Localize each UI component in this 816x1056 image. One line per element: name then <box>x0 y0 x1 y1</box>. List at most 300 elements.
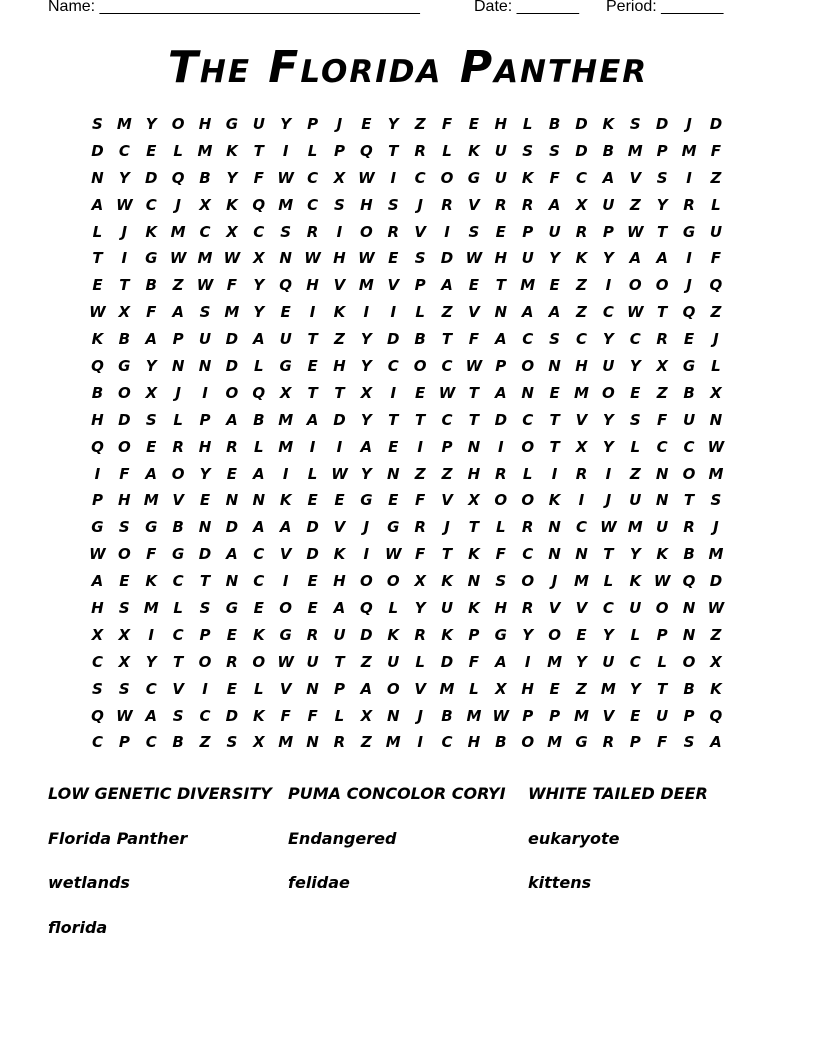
grid-letter: L <box>496 518 506 537</box>
grid-letter: R <box>495 195 507 214</box>
grid-letter: F <box>415 491 426 510</box>
grid-letter: W <box>331 464 348 483</box>
grid-row <box>84 732 734 759</box>
grid-letter: H <box>333 357 346 376</box>
word-bank-item: florida <box>48 917 108 937</box>
grid-letter: K <box>575 249 588 268</box>
grid-letter: S <box>199 303 211 322</box>
grid-letter: G <box>91 518 104 537</box>
grid-letter: P <box>522 706 534 725</box>
grid-letter: E <box>549 383 560 402</box>
grid-letter: M <box>574 383 589 402</box>
grid-letter: Q <box>252 383 266 402</box>
grid-letter: R <box>683 195 695 214</box>
grid-letter: Z <box>710 625 722 644</box>
grid-letter: S <box>226 733 238 752</box>
grid-letter: X <box>575 437 588 456</box>
word-bank-item: Florida Panther <box>48 828 188 848</box>
grid-letter: O <box>494 491 508 510</box>
grid-letter: U <box>333 625 346 644</box>
grid-letter: X <box>253 249 265 268</box>
grid-letter: O <box>548 625 561 644</box>
grid-letter: K <box>252 625 265 644</box>
grid-letter: U <box>198 330 212 349</box>
grid-letter: O <box>521 357 535 376</box>
grid-letter: V <box>629 168 642 187</box>
grid-letter: P <box>656 625 668 644</box>
grid-letter: M <box>116 115 132 133</box>
grid-letter: C <box>575 168 587 187</box>
grid-letter: C <box>253 545 265 564</box>
grid-letter: D <box>387 330 400 349</box>
grid-letter: A <box>360 679 373 698</box>
grid-letter: F <box>253 168 264 187</box>
grid-letter: P <box>629 733 641 752</box>
grid-letter: L <box>173 410 183 429</box>
grid-letter: N <box>682 625 696 644</box>
grid-letter: Q <box>171 168 185 187</box>
grid-letter: Q <box>359 599 373 618</box>
grid-letter: C <box>441 357 453 376</box>
grid-letter: M <box>600 679 616 698</box>
grid-letter: N <box>548 545 561 564</box>
grid-letter: I <box>578 491 585 510</box>
grid-letter: O <box>682 464 696 483</box>
grid-letter: B <box>683 383 695 402</box>
grid-letter: A <box>710 733 722 752</box>
grid-letter: D <box>118 410 131 429</box>
grid-letter: F <box>119 464 130 483</box>
grid-letter: I <box>202 679 208 698</box>
grid-letter: B <box>495 733 507 752</box>
grid-letter: Y <box>280 115 292 133</box>
grid-letter: G <box>279 357 292 376</box>
grid-letter: K <box>333 303 346 322</box>
grid-letter: T <box>468 518 480 537</box>
grid-letter: N <box>709 410 723 429</box>
grid-letter: B <box>683 545 695 564</box>
grid-letter: Z <box>629 195 641 214</box>
grid-letter: A <box>495 652 507 671</box>
grid-letter: L <box>711 357 721 376</box>
grid-letter: K <box>441 572 453 591</box>
grid-letter: E <box>226 464 238 483</box>
grid-letter: A <box>252 464 265 483</box>
grid-letter: N <box>306 733 319 752</box>
grid-letter: A <box>145 706 158 725</box>
grid-letter: A <box>172 303 184 322</box>
grid-letter: B <box>172 518 184 537</box>
grid-letter: E <box>468 115 480 133</box>
grid-letter: D <box>709 115 723 133</box>
grid-letter: X <box>468 491 480 510</box>
word-bank-item: PUMA CONCOLOR CORYI <box>288 784 506 803</box>
grid-letter: P <box>441 437 453 456</box>
grid-letter: F <box>710 141 722 160</box>
grid-letter: T <box>657 679 668 698</box>
grid-letter: U <box>252 115 265 133</box>
grid-letter: Z <box>172 276 184 295</box>
grid-letter: S <box>522 141 534 160</box>
grid-letter: V <box>548 599 561 618</box>
grid-letter: I <box>336 222 343 241</box>
grid-letter: W <box>653 572 671 591</box>
grid-letter: M <box>574 572 589 591</box>
grid-letter: Z <box>414 464 426 483</box>
grid-letter: L <box>388 599 399 618</box>
grid-letter: Z <box>441 464 453 483</box>
grid-row <box>84 679 734 706</box>
grid-letter: T <box>657 303 668 322</box>
grid-letter: M <box>170 222 186 241</box>
grid-letter: C <box>172 625 184 644</box>
grid-letter: R <box>414 141 426 160</box>
grid-letter: B <box>199 168 211 187</box>
grid-letter: I <box>390 303 397 322</box>
grid-letter: X <box>226 222 238 241</box>
grid-letter: C <box>118 141 130 160</box>
grid-letter: J <box>417 195 423 214</box>
grid-letter: X <box>414 572 426 591</box>
grid-letter: X <box>360 383 373 402</box>
grid-letter: G <box>145 249 158 268</box>
grid-letter: X <box>656 357 668 376</box>
grid-letter: C <box>91 652 103 671</box>
grid-letter: P <box>199 625 211 644</box>
grid-letter: C <box>683 437 695 456</box>
grid-letter: M <box>143 599 159 618</box>
grid-letter: W <box>465 249 483 268</box>
grid-letter: N <box>386 706 400 725</box>
grid-letter: N <box>655 464 669 483</box>
grid-letter: E <box>549 276 560 295</box>
grid-letter: U <box>306 652 319 671</box>
grid-letter: C <box>253 572 265 591</box>
grid-letter: L <box>415 303 425 322</box>
grid-letter: G <box>279 625 292 644</box>
grid-letter: F <box>495 545 506 564</box>
grid-letter: W <box>304 249 321 268</box>
grid-letter: Q <box>91 437 104 456</box>
grid-letter: T <box>334 383 345 402</box>
grid-letter: T <box>334 652 345 671</box>
word-bank-row <box>48 917 768 962</box>
grid-letter: O <box>252 652 266 671</box>
grid-letter: M <box>439 679 455 698</box>
grid-row <box>84 706 734 733</box>
grid-letter: L <box>307 464 318 483</box>
grid-letter: N <box>467 572 481 591</box>
grid-letter: I <box>282 141 289 160</box>
grid-letter: D <box>440 652 454 671</box>
grid-letter: A <box>306 410 319 429</box>
grid-row <box>84 598 734 625</box>
word-bank-item: Endangered <box>288 828 397 848</box>
grid-letter: O <box>171 464 185 483</box>
grid-letter: V <box>414 679 426 698</box>
grid-letter: J <box>713 518 719 537</box>
grid-letter: H <box>494 115 508 133</box>
grid-letter: E <box>307 599 318 618</box>
grid-letter: X <box>710 383 722 402</box>
grid-letter: E <box>495 222 506 241</box>
grid-letter: I <box>686 249 692 268</box>
grid-letter: Y <box>602 625 614 644</box>
grid-letter: W <box>116 195 133 214</box>
grid-letter: T <box>549 410 560 429</box>
grid-letter: X <box>279 383 292 402</box>
grid-letter: A <box>226 545 238 564</box>
grid-letter: M <box>466 706 482 725</box>
grid-letter: S <box>92 679 103 698</box>
grid-letter: O <box>601 383 615 402</box>
grid-letter: W <box>358 168 375 187</box>
grid-letter: M <box>278 437 294 456</box>
grid-letter: W <box>438 383 456 402</box>
grid-letter: I <box>202 383 208 402</box>
grid-letter: Q <box>359 141 373 160</box>
grid-letter: L <box>173 141 183 160</box>
grid-letter: S <box>468 222 480 241</box>
grid-letter: O <box>386 572 400 591</box>
grid-letter: V <box>172 679 184 698</box>
grid-letter: U <box>602 652 615 671</box>
grid-letter: E <box>119 572 130 591</box>
grid-letter: E <box>199 491 211 510</box>
grid-letter: H <box>91 410 104 429</box>
grid-letter: V <box>333 518 346 537</box>
word-bank-item: WHITE TAILED DEER <box>528 784 708 803</box>
grid-letter: Z <box>710 303 722 322</box>
grid-letter: I <box>417 733 423 752</box>
grid-letter: P <box>549 706 561 725</box>
grid-letter: X <box>145 383 158 402</box>
page-title: The Florida Panther <box>167 42 649 93</box>
grid-letter: K <box>602 115 615 133</box>
grid-letter: D <box>333 410 346 429</box>
grid-letter: F <box>657 733 668 752</box>
word-search-grid <box>84 114 734 759</box>
grid-letter: F <box>146 545 157 564</box>
grid-letter: C <box>91 733 103 752</box>
grid-letter: T <box>468 383 480 402</box>
grid-letter: U <box>494 168 507 187</box>
grid-letter: J <box>713 330 719 349</box>
grid-letter: R <box>306 222 319 241</box>
grid-letter: M <box>278 733 294 752</box>
grid-letter: T <box>307 383 318 402</box>
grid-letter: N <box>682 599 696 618</box>
grid-letter: T <box>603 545 614 564</box>
grid-letter: Z <box>360 733 372 752</box>
grid-letter: A <box>602 168 615 187</box>
grid-letter: O <box>521 437 535 456</box>
grid-letter: A <box>656 249 668 268</box>
grid-letter: S <box>334 195 345 214</box>
grid-letter: E <box>388 437 399 456</box>
grid-letter: U <box>709 222 723 241</box>
grid-row <box>84 571 734 598</box>
grid-letter: H <box>467 464 481 483</box>
grid-letter: E <box>683 330 695 349</box>
grid-letter: K <box>468 141 480 160</box>
grid-letter: I <box>282 464 289 483</box>
grid-letter: Y <box>629 545 641 564</box>
grid-letter: G <box>360 491 373 510</box>
grid-letter: L <box>173 599 183 618</box>
grid-letter: K <box>387 625 400 644</box>
grid-letter: T <box>92 249 103 268</box>
grid-letter: G <box>575 733 588 752</box>
grid-letter: M <box>708 464 724 483</box>
grid-letter: S <box>280 222 292 241</box>
grid-letter: K <box>279 491 292 510</box>
grid-letter: M <box>547 652 563 671</box>
grid-letter: R <box>333 733 346 752</box>
grid-letter: O <box>359 222 373 241</box>
grid-letter: Y <box>629 357 641 376</box>
grid-letter: R <box>414 518 426 537</box>
grid-letter: X <box>495 679 507 698</box>
grid-letter: G <box>171 545 185 564</box>
grid-letter: N <box>655 491 669 510</box>
grid-letter: P <box>656 141 668 160</box>
grid-letter: Y <box>360 330 372 349</box>
grid-letter: R <box>306 625 319 644</box>
grid-letter: Y <box>522 625 534 644</box>
grid-letter: C <box>441 733 453 752</box>
grid-letter: B <box>602 141 615 160</box>
grid-letter: F <box>710 249 722 268</box>
grid-letter: S <box>683 733 695 752</box>
grid-letter: U <box>521 249 534 268</box>
grid-letter: M <box>224 303 240 322</box>
grid-letter: J <box>175 195 181 214</box>
grid-letter: F <box>280 706 291 725</box>
word-bank-item: eukaryote <box>528 828 620 848</box>
grid-letter: G <box>682 357 696 376</box>
grid-letter: X <box>91 625 104 644</box>
grid-letter: V <box>575 599 588 618</box>
grid-letter: Y <box>253 276 265 295</box>
grid-letter: B <box>414 330 426 349</box>
grid-letter: W <box>196 276 214 295</box>
grid-letter: A <box>145 330 158 349</box>
grid-letter: W <box>707 437 725 456</box>
grid-letter: I <box>605 464 612 483</box>
grid-letter: N <box>198 357 212 376</box>
grid-row <box>84 464 734 491</box>
grid-letter: C <box>602 599 614 618</box>
grid-letter: G <box>494 625 507 644</box>
grid-letter: P <box>495 357 507 376</box>
grid-letter: O <box>171 115 185 133</box>
grid-letter: O <box>117 545 131 564</box>
grid-letter: M <box>197 249 213 268</box>
word-bank-row <box>48 828 768 873</box>
grid-letter: I <box>686 168 692 187</box>
grid-letter: M <box>143 491 159 510</box>
grid-letter: Q <box>709 706 723 725</box>
grid-letter: S <box>710 491 722 510</box>
grid-letter: D <box>225 518 239 537</box>
grid-letter: Z <box>576 303 587 322</box>
grid-letter: N <box>467 437 481 456</box>
grid-letter: H <box>360 195 373 214</box>
grid-letter: S <box>92 115 103 133</box>
grid-letter: N <box>521 383 534 402</box>
grid-letter: D <box>655 115 669 133</box>
grid-letter: T <box>388 410 399 429</box>
grid-letter: Y <box>414 599 426 618</box>
grid-letter: P <box>333 679 345 698</box>
grid-letter: C <box>145 195 157 214</box>
grid-letter: W <box>384 545 402 564</box>
grid-letter: Y <box>226 168 238 187</box>
grid-letter: G <box>682 222 696 241</box>
grid-letter: B <box>441 706 453 725</box>
grid-letter: Y <box>549 249 561 268</box>
grid-letter: C <box>307 195 319 214</box>
grid-letter: Y <box>199 464 211 483</box>
grid-letter: N <box>548 518 561 537</box>
grid-letter: L <box>469 679 479 698</box>
grid-row <box>84 490 734 517</box>
grid-letter: Y <box>656 195 668 214</box>
grid-letter: A <box>629 249 642 268</box>
grid-letter: F <box>307 706 318 725</box>
grid-letter: E <box>307 491 318 510</box>
grid-letter: T <box>441 330 453 349</box>
grid-letter: J <box>336 115 343 133</box>
grid-letter: S <box>118 518 130 537</box>
word-bank-row <box>48 783 768 828</box>
grid-letter: X <box>253 733 265 752</box>
grid-letter: S <box>549 141 560 160</box>
grid-letter: Z <box>629 464 641 483</box>
grid-row <box>84 544 734 571</box>
grid-letter: H <box>118 491 131 510</box>
date-field: Date: _______ <box>474 0 579 15</box>
grid-letter: F <box>549 168 560 187</box>
grid-letter: X <box>118 303 131 322</box>
grid-letter: D <box>306 545 319 564</box>
grid-letter: K <box>468 545 480 564</box>
grid-letter: Z <box>576 276 587 295</box>
grid-letter: N <box>225 572 239 591</box>
grid-letter: E <box>307 357 318 376</box>
grid-letter: F <box>468 330 480 349</box>
grid-letter: T <box>495 276 506 295</box>
grid-letter: V <box>441 491 453 510</box>
grid-letter: H <box>494 599 508 618</box>
grid-letter: B <box>145 276 157 295</box>
grid-letter: Y <box>145 652 157 671</box>
grid-letter: E <box>415 383 426 402</box>
grid-letter: R <box>521 195 534 214</box>
grid-letter: E <box>576 625 587 644</box>
grid-row <box>84 114 734 141</box>
grid-letter: V <box>575 410 588 429</box>
grid-letter: I <box>498 437 504 456</box>
grid-letter: O <box>655 276 669 295</box>
grid-row <box>84 141 734 168</box>
grid-letter: I <box>309 437 316 456</box>
grid-letter: W <box>116 706 133 725</box>
grid-letter: E <box>253 599 264 618</box>
grid-letter: F <box>657 410 668 429</box>
grid-letter: W <box>277 168 294 187</box>
